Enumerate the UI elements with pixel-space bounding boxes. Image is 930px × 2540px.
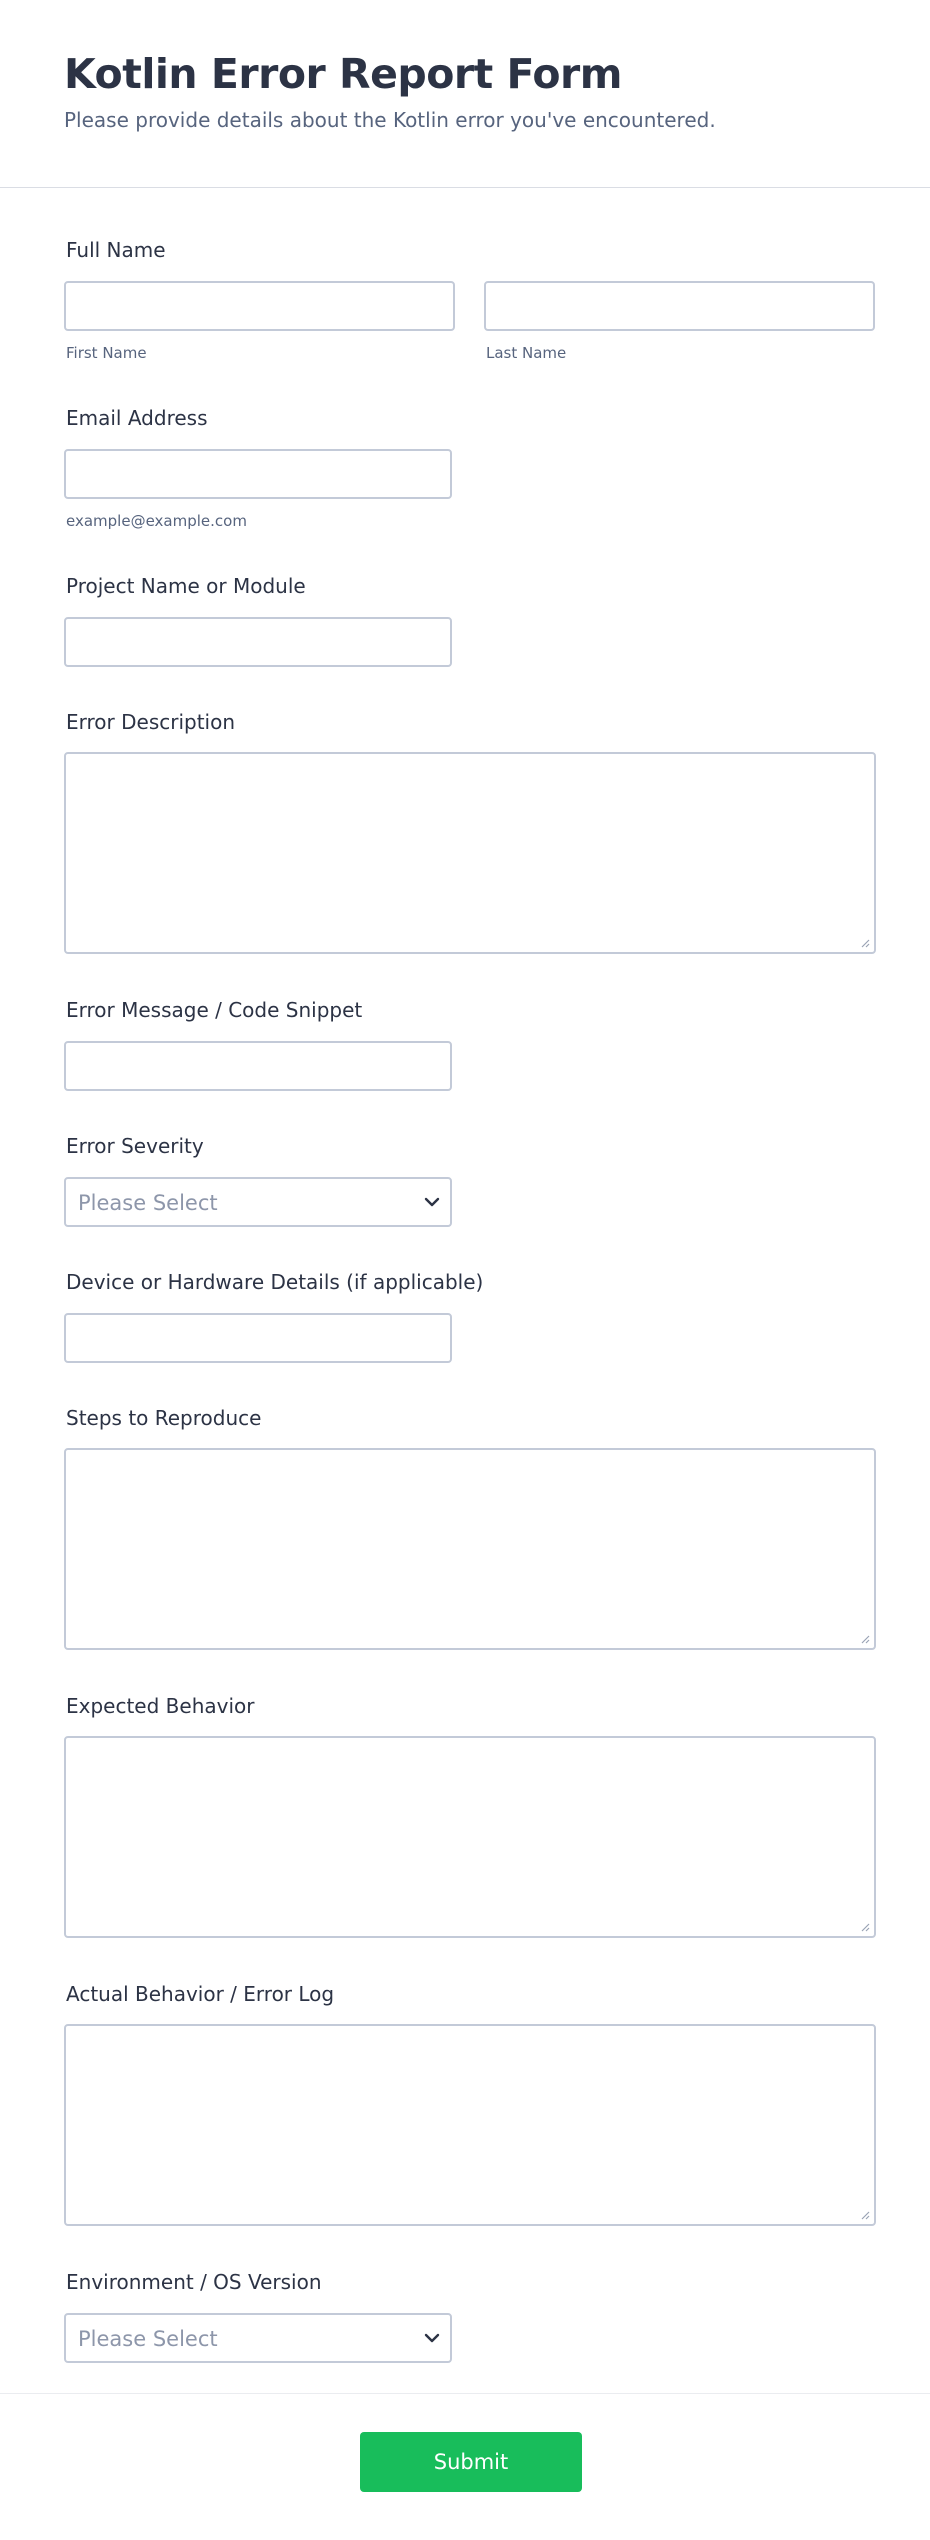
full-name-label: Full Name bbox=[66, 238, 166, 262]
actual-label: Actual Behavior / Error Log bbox=[66, 1982, 335, 2006]
error-description-textarea[interactable] bbox=[64, 752, 876, 954]
email-sublabel: example@example.com bbox=[66, 512, 247, 530]
actual-textarea[interactable] bbox=[64, 2024, 876, 2226]
environment-label: Environment / OS Version bbox=[66, 2270, 322, 2294]
email-input[interactable] bbox=[64, 449, 452, 499]
resize-handle-icon[interactable] bbox=[860, 1922, 870, 1932]
last-name-input[interactable] bbox=[484, 281, 875, 331]
chevron-down-icon bbox=[424, 1195, 440, 1209]
chevron-down-icon bbox=[424, 2331, 440, 2345]
steps-label: Steps to Reproduce bbox=[66, 1406, 262, 1430]
error-description-label: Error Description bbox=[66, 710, 236, 734]
severity-select[interactable] bbox=[64, 1177, 452, 1227]
error-message-input[interactable] bbox=[64, 1041, 452, 1091]
project-input[interactable] bbox=[64, 617, 452, 667]
form-title: Kotlin Error Report Form bbox=[64, 50, 622, 98]
resize-handle-icon[interactable] bbox=[860, 2210, 870, 2220]
environment-select[interactable] bbox=[64, 2313, 452, 2363]
first-name-input[interactable] bbox=[64, 281, 455, 331]
device-input[interactable] bbox=[64, 1313, 452, 1363]
first-name-sublabel: First Name bbox=[66, 344, 147, 362]
project-label: Project Name or Module bbox=[66, 574, 306, 598]
steps-textarea[interactable] bbox=[64, 1448, 876, 1650]
device-label: Device or Hardware Details (if applicable) bbox=[66, 1270, 484, 1294]
expected-label: Expected Behavior bbox=[66, 1694, 255, 1718]
form-footer bbox=[0, 2393, 930, 2540]
severity-label: Error Severity bbox=[66, 1134, 204, 1158]
environment-selected-value: Please Select bbox=[78, 2327, 218, 2351]
resize-handle-icon[interactable] bbox=[860, 1634, 870, 1644]
severity-selected-value: Please Select bbox=[78, 1191, 218, 1215]
error-message-label: Error Message / Code Snippet bbox=[66, 998, 363, 1022]
form-header bbox=[0, 0, 930, 188]
expected-textarea[interactable] bbox=[64, 1736, 876, 1938]
email-label: Email Address bbox=[66, 406, 208, 430]
form-subtitle: Please provide details about the Kotlin error you've encountered. bbox=[64, 108, 716, 132]
submit-button[interactable]: Submit bbox=[360, 2432, 582, 2492]
resize-handle-icon[interactable] bbox=[860, 938, 870, 948]
last-name-sublabel: Last Name bbox=[486, 344, 567, 362]
